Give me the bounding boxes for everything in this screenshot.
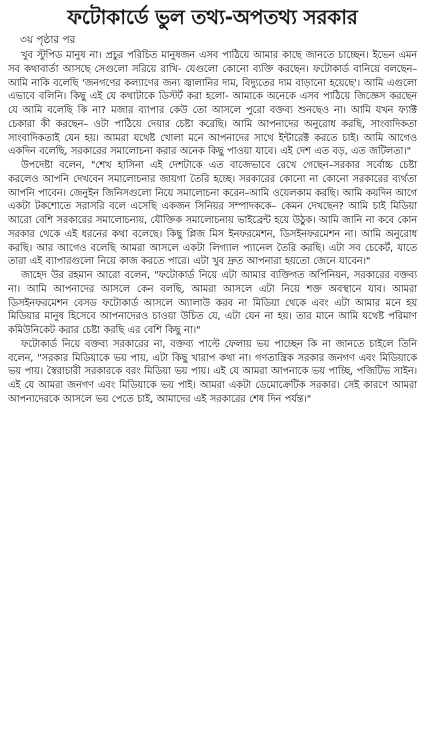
paragraph: ফটোকার্ড নিয়ে বক্তব্য সরকারের না, বক্তব্য পাল্টে ফেলায় ভয় পাচ্ছেন কি না জানতে চাইলে তিনি বলেন, "সরকার মিডিয়াকে ভয় পায়, এটা কিছু খারাপ কথা না। গণতান্ত্রিক সরকার জনগণ এবং মিডিয়াকে ভয় পায়। স্বৈরাচারী সরকারকে বরং মিডিয়া ভয় পায়। এই যে আমরা আপনাকে ভয় পাচ্ছি, পজিটিভ সাইন। এই যে আমরা জনগণ এবং মিডিয়াকে ভয় পাই। আমরা একটা ডেমোক্রেটিক সরকার। সেই কারণে আমরা আপনাদেরকে আসলে ভয় পেতে চাই, আমাদের এই সরকারের শেষ দিন পর্যন্ত।"	[8, 338, 417, 405]
continuation-note: ৩য় পৃষ্ঠার পর	[20, 34, 76, 46]
paragraph: উপদেষ্টা বলেন, "শেখ হাসিনা এই দেশটাকে এত বাজেভাবে রেখে গেছেন–সরকার সর্বোচ্চ চেষ্টা করলেও আপনি দেখবেন সমালোচনার জায়গা তৈরি হচ্ছে। সরকারের কোনো না কোনো সরকারের ব্যর্থতা আপনি পাবেন। জেনুইন জিনিসগুলো নিয়ে সমালোচনা করেন–আমি ওয়েলকাম করছি। আমি কয়দিন আগে একটা টকশোতে সরাসরি বলে এসেছি একজন সিনিয়র সম্পাদককে– কেমন দেখছেন? আমি চাই মিডিয়া আরো বেশি সরকারের সমালোচনায়, যৌক্তিক সমালোচনায় ভাইব্রেন্ট হয়ে উঠুক। আমি জানি না কবে কোন সরকার থেকে এই ধরনের কথা বলেছে। কিছু প্লিজ মিস ইনফরমেশন, ডিসইনফরমেশন না। আমি অনুরোধ করছি। আর আগেও বলেছি আমরা আসলে একটা লিগ্যাল প্যানেল তৈরি করছি। এটা সব চেকের্ট, যাতে তারা এই ব্যাপারগুলো নিয়ে কাজ করতে পারে। এটা খুব দ্রুত আপনারা হয়তো জেনে যাবেন।"	[8, 160, 417, 268]
article-body	[8, 49, 417, 407]
paragraph: জাহেদ উর রহমান আরো বলেন, "ফটোকার্ড নিয়ে এটা আমার ব্যক্তিগত অপিনিয়ন, সরকারের বক্তব্য না। আমি আপনাদের আসলে কেন বলছি, আমরা আসলে এটা নিয়ে শক্ত অবস্থানে যাব। আমরা ডিসইনফরমেশন বেসড ফটোকার্ড আসলে অ্যালাউ করব না মিডিয়া থেকে এবং এটা আমার মনে হয় মিডিয়ার মানুষ হিসেবে আপনাদেরও চাওয়া উচিত যে, এটা যেন না হয়। তার মানে আমি যথেষ্ট পরিমাণ কমিউনিকেট করার চেষ্টা করছি এর বেশি কিছু না।"	[8, 270, 417, 336]
headline: ফটোকার্ডে ভুল তথ্য-অপতথ্য সরকার	[67, 5, 358, 29]
paragraph: খুব স্টুপিড মানুষ না। প্রচুর পরিচিত মানুষজন এসব পাঠিয়ে আমার কাছে জানতে চাচ্ছেন। ইভেন এমন সব কথাবার্তা আসছে সেগুলো সরিয়ে রাখি- যেগুলো কোনো ব্যক্তি করছেন। ফটোকার্ড বানিয়ে বলছেন– আমি নাকি বলেছি 'জনগণের কল্যাণের জন্য জ্বালানির দাম, বিদ্যুতের দাম বাড়ানো হয়েছে'। আমি এগুলো এভাবে বলিনি। কিছু এই যে কথাটাকে ডিস্টর্ট করা হলো- আমাকে অনেকে এসব পাঠিয়ে জিজ্ঞেস করছেন যে আমি বলেছি কি না? মজার ব্যাপার কেউ তো আসলে পুরো বক্তব্য শুনছেও না। আমি যখন ফ্যাক্ট চেকারা কী করছেন– ওটা পাঠিয়ে দেয়ার চেষ্টা করেছি। আমি আপনাদের অনুরোধ করছি, সাংবাদিকতা সাংবাদিকতাই যেন হয়। আমরা যথেষ্ট খোলা মনে আপনাদের সাথে ইন্টারেক্ট করতে চাই। আমি আগেও একদিন বলেছি, সরকারের সমালোচনা করার অনেক কিছু পাওয়া যাবে। এই দেশ এত বড়, এত জটিলতা।"	[8, 50, 417, 158]
